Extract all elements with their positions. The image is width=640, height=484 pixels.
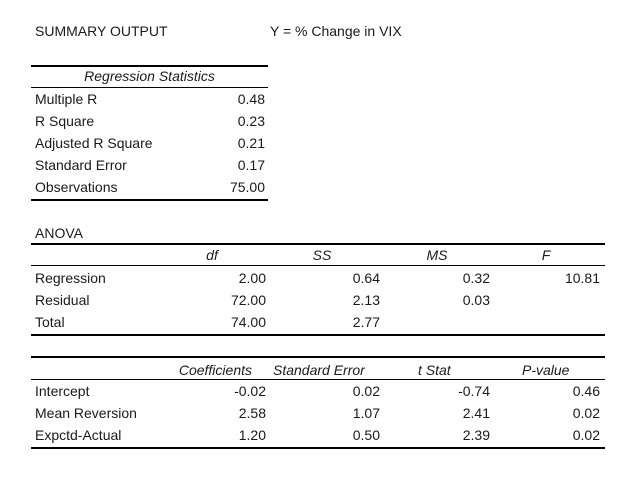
anova-row-label: Total — [35, 314, 65, 330]
reg-stat-value: 0.23 — [237, 113, 265, 129]
reg-stats-top-rule — [31, 65, 268, 67]
reg-stat-label: R Square — [35, 113, 95, 129]
reg-stat-value: 0.21 — [237, 135, 265, 151]
coef-cell-t: 2.41 — [462, 405, 490, 421]
coef-cell-se: 0.02 — [352, 383, 380, 399]
anova-header-df: df — [206, 247, 218, 263]
reg-stat-label: Multiple R — [35, 91, 98, 107]
coef-row-label: Intercept — [35, 383, 90, 399]
coef-row-label: Mean Reversion — [35, 405, 137, 421]
anova-header-f: F — [541, 247, 551, 263]
anova-cell-ss: 2.77 — [352, 314, 380, 330]
coef-cell-se: 1.07 — [352, 405, 380, 421]
anova-top-rule — [31, 243, 605, 245]
reg-stat-label: Standard Error — [35, 157, 127, 173]
anova-cell-ms: 0.32 — [462, 270, 490, 286]
anova-row-label: Regression — [35, 270, 106, 286]
anova-cell-ss: 0.64 — [352, 270, 380, 286]
reg-stats-heading: Regression Statistics — [84, 68, 215, 84]
anova-title: ANOVA — [35, 225, 83, 241]
coef-cell-coef: 2.58 — [238, 405, 266, 421]
reg-stats-bottom-rule — [31, 199, 268, 201]
coef-bottom-rule — [31, 447, 605, 449]
summary-title: SUMMARY OUTPUT — [35, 23, 168, 39]
coef-header-coefficients: Coefficients — [178, 362, 252, 378]
anova-header-rule — [31, 265, 605, 266]
coef-cell-t: -0.74 — [458, 383, 490, 399]
coef-cell-se: 0.50 — [352, 427, 380, 443]
anova-cell-df: 74.00 — [230, 314, 266, 330]
dependent-variable-label: Y = % Change in VIX — [270, 23, 402, 39]
anova-bottom-rule — [31, 334, 605, 336]
coef-cell-coef: -0.02 — [234, 383, 266, 399]
coef-header-t-stat: t Stat — [418, 362, 451, 378]
anova-header-ss: SS — [312, 247, 332, 263]
reg-stat-label: Observations — [35, 179, 118, 195]
coef-cell-p: 0.02 — [572, 427, 600, 443]
reg-stat-value: 0.17 — [237, 157, 265, 173]
anova-cell-ss: 2.13 — [352, 292, 380, 308]
coef-top-rule — [31, 356, 605, 358]
coef-row-label: Expctd-Actual — [35, 427, 122, 443]
coef-header-standard-error: Standard Error — [273, 362, 365, 378]
anova-cell-df: 72.00 — [230, 292, 266, 308]
anova-cell-f: 10.81 — [564, 270, 600, 286]
anova-cell-ms: 0.03 — [462, 292, 490, 308]
reg-stat-label: Adjusted R Square — [35, 135, 153, 151]
reg-stat-value: 75.00 — [229, 179, 265, 195]
coef-cell-coef: 1.20 — [238, 427, 266, 443]
coef-header-p-value: P-value — [522, 362, 570, 378]
reg-stat-value: 0.48 — [237, 91, 265, 107]
coef-header-rule — [31, 379, 605, 380]
anova-cell-df: 2.00 — [238, 270, 266, 286]
coef-cell-p: 0.46 — [572, 383, 600, 399]
reg-stats-header-rule — [31, 87, 268, 88]
anova-header-ms: MS — [426, 247, 448, 263]
coef-cell-t: 2.39 — [462, 427, 490, 443]
anova-row-label: Residual — [35, 292, 90, 308]
coef-cell-p: 0.02 — [572, 405, 600, 421]
